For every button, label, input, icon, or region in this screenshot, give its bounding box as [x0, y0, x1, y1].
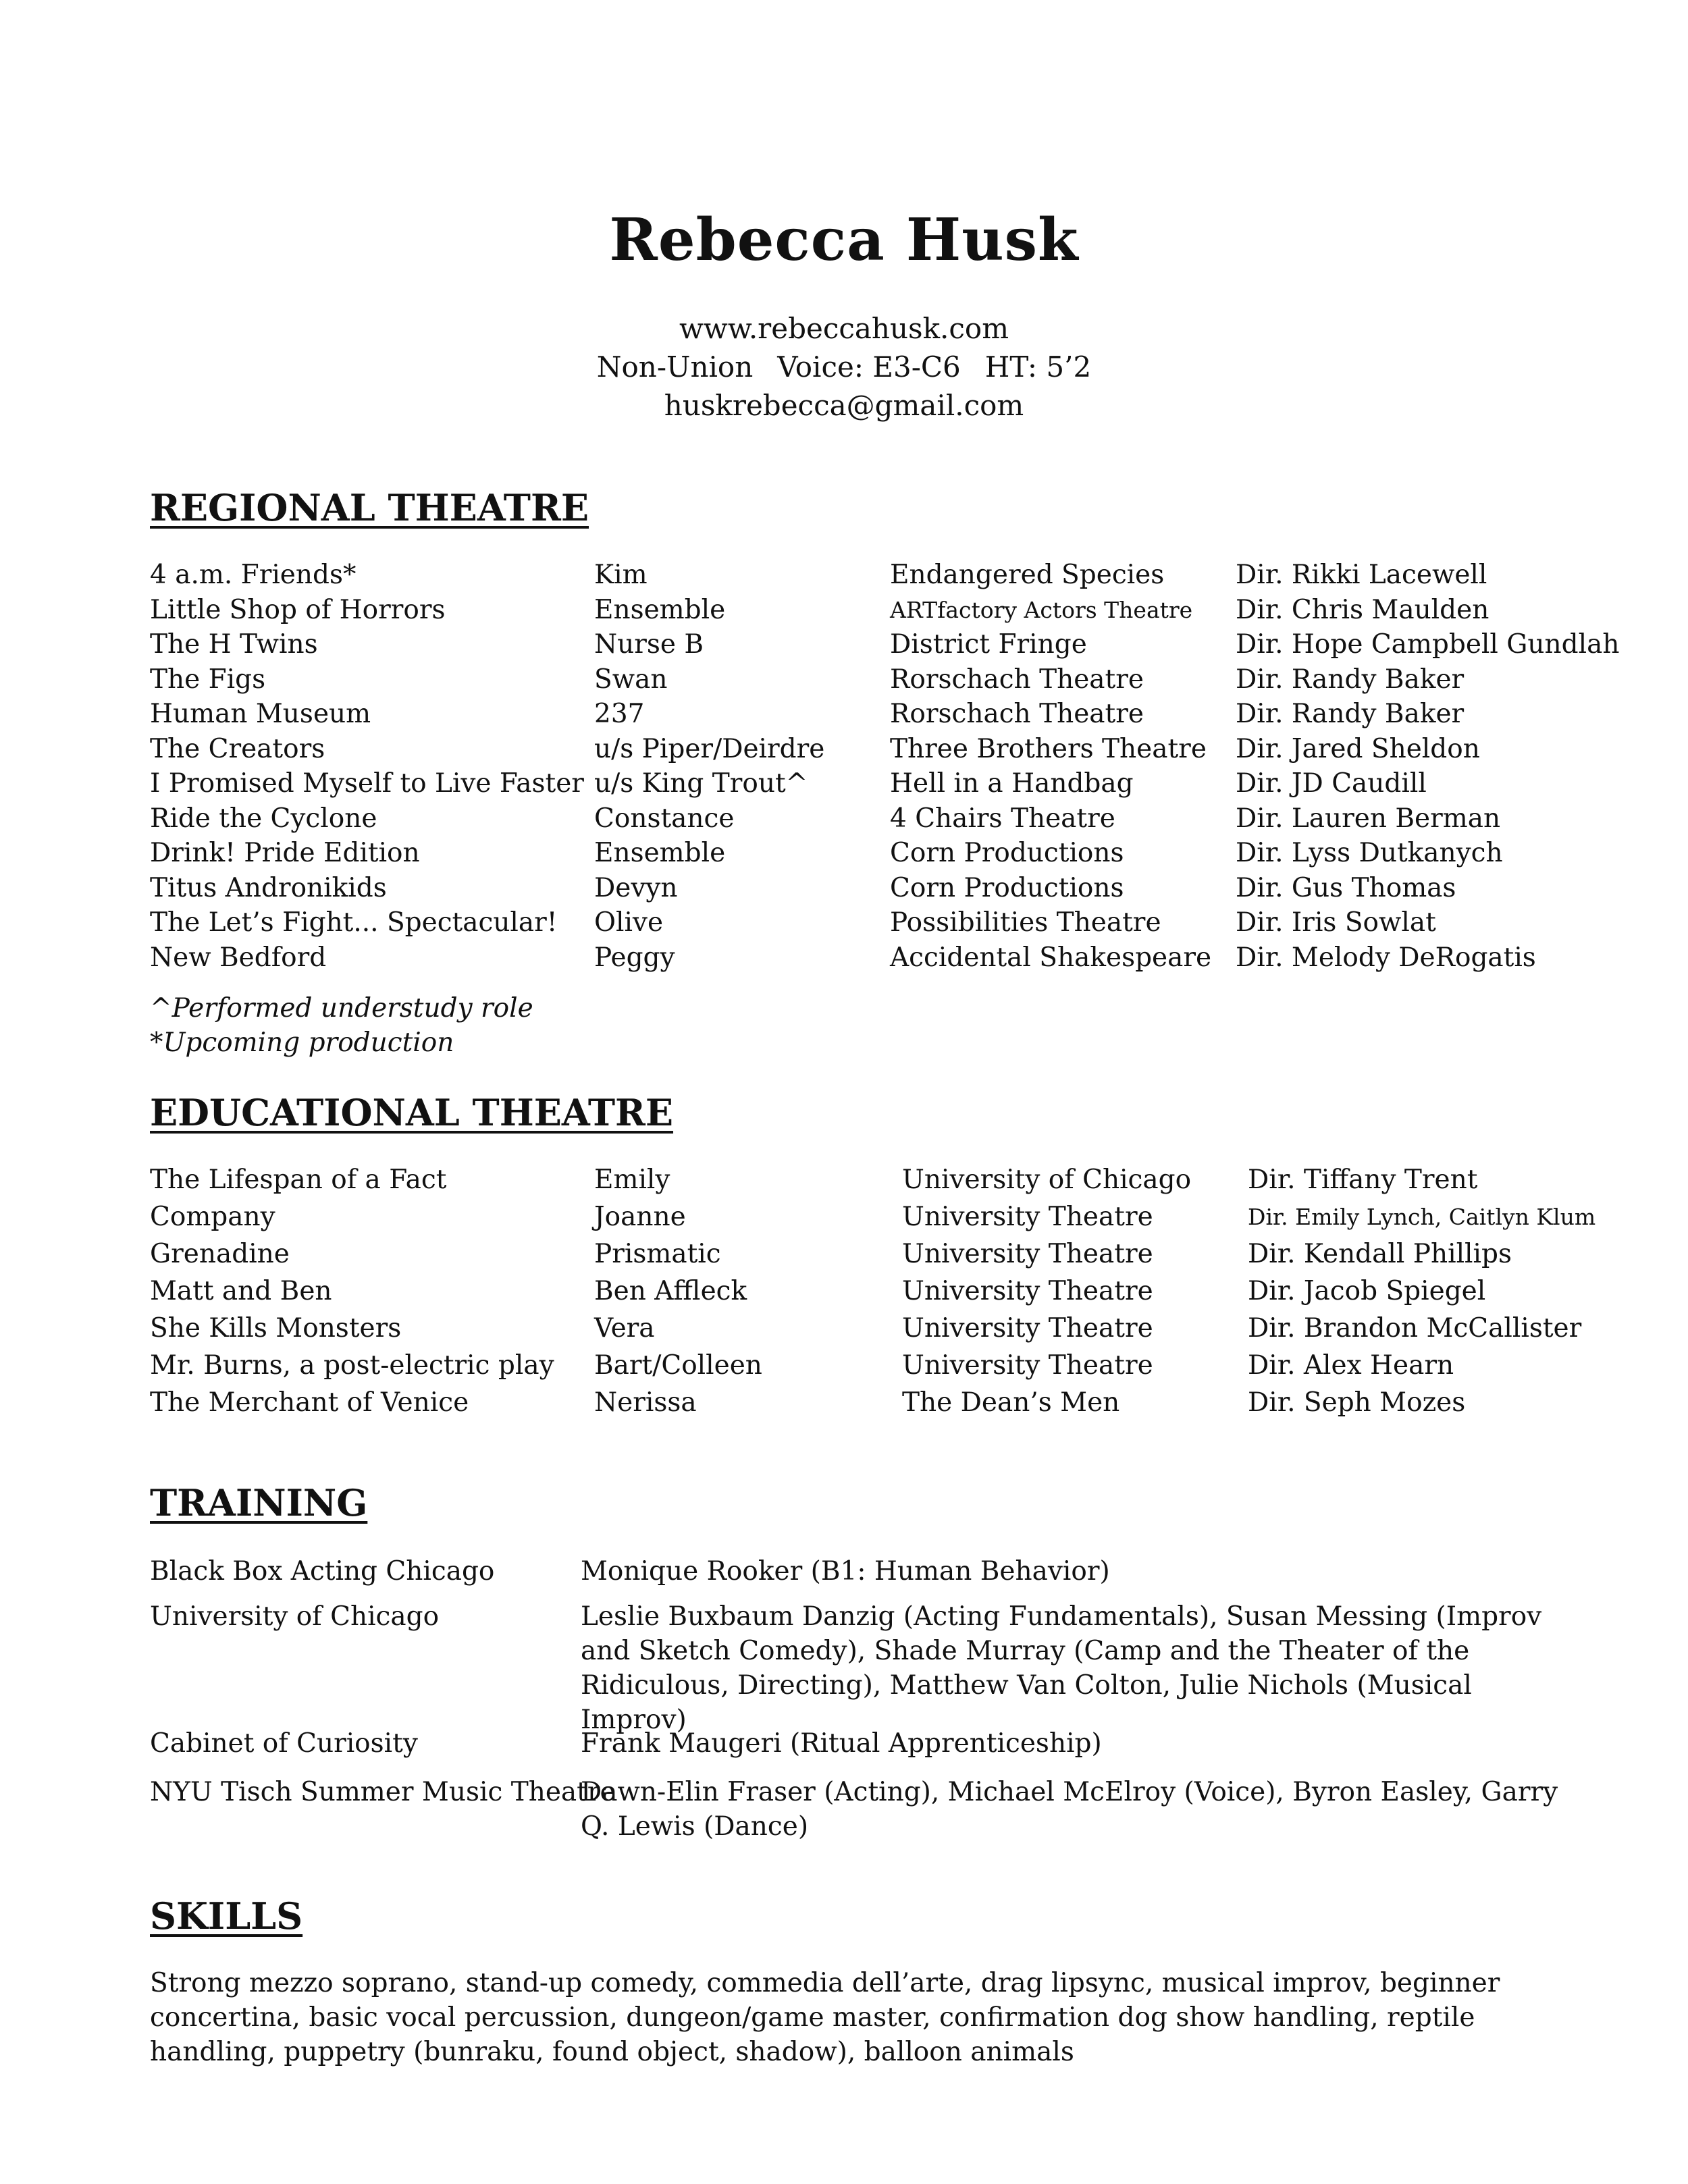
table-row [0, 593, 1688, 628]
director: Dir. Chris Maulden [1236, 594, 1489, 625]
role: Nurse B [594, 629, 704, 660]
role: Bart/Colleen [594, 1350, 762, 1381]
role: 237 [594, 699, 645, 729]
educational-theatre-heading: EDUCATIONAL THEATRE [150, 1091, 674, 1134]
show-title: She Kills Monsters [150, 1313, 402, 1343]
role: Peggy [594, 942, 675, 973]
role: Emily [594, 1165, 670, 1195]
show-title: The Merchant of Venice [150, 1387, 469, 1418]
director: Dir. Melody DeRogatis [1236, 942, 1536, 973]
director: Dir. Alex Hearn [1248, 1350, 1454, 1381]
director: Dir. Jared Sheldon [1236, 733, 1480, 764]
training-teachers: Monique Rooker (B1: Human Behavior) [581, 1556, 1110, 1587]
stats-line [0, 348, 1688, 386]
venue: Rorschach Theatre [890, 664, 1144, 695]
role: Constance [594, 803, 735, 834]
table-row [0, 940, 1688, 976]
height: HT: 5’2 [984, 350, 1092, 383]
director: Dir. Brandon McCallister [1248, 1313, 1582, 1343]
venue: The Dean’s Men [902, 1387, 1120, 1418]
show-title: 4 a.m. Friends* [150, 560, 357, 590]
venue: University Theatre [902, 1350, 1153, 1381]
table-row [0, 1347, 1688, 1384]
table-row [0, 801, 1688, 836]
role: Ensemble [594, 838, 726, 868]
upcoming-note: *Upcoming production [150, 1028, 454, 1058]
union-status: Non-Union [596, 350, 754, 383]
venue: University Theatre [902, 1313, 1153, 1343]
show-title: New Bedford [150, 942, 327, 973]
director: Dir. Randy Baker [1236, 664, 1465, 695]
director: Dir. Lauren Berman [1236, 803, 1501, 834]
table-row [0, 732, 1688, 767]
table-row [0, 1384, 1688, 1421]
regional-theatre-heading: REGIONAL THEATRE [150, 486, 589, 529]
skills-heading: SKILLS [150, 1894, 303, 1938]
director: Dir. Lyss Dutkanych [1236, 838, 1503, 868]
table-row [0, 697, 1688, 732]
skills-text: Strong mezzo soprano, stand-up comedy, commedia dell’arte, drag lipsync, musical improv, beginner concertina, basic vocal percussion, dungeon/game master, confirmation dog show handling, reptile handling, puppetry (bunraku, found object, shadow), balloon animals [150, 1968, 1500, 2067]
table-row [0, 662, 1688, 697]
venue: University of Chicago [902, 1165, 1192, 1195]
venue: ARTfactory Actors Theatre [890, 596, 1193, 623]
show-title: Grenadine [150, 1239, 290, 1269]
venue: 4 Chairs Theatre [890, 803, 1115, 834]
venue: Three Brothers Theatre [890, 733, 1207, 764]
show-title: Company [150, 1202, 275, 1232]
role: Nerissa [594, 1387, 697, 1418]
role: Prismatic [594, 1239, 721, 1269]
table-row [0, 905, 1688, 940]
director: Dir. Randy Baker [1236, 699, 1465, 729]
show-title: The Creators [150, 733, 325, 764]
educational-theatre-table [0, 1161, 1688, 1421]
table-row [0, 1161, 1688, 1198]
director: Dir. Tiffany Trent [1248, 1165, 1478, 1195]
role: Swan [594, 664, 668, 695]
performer-name: Rebecca Husk [609, 206, 1079, 274]
show-title: Little Shop of Horrors [150, 594, 446, 625]
show-title: Mr. Burns, a post-electric play [150, 1350, 554, 1381]
show-title: Ride the Cyclone [150, 803, 377, 834]
role: Olive [594, 907, 664, 938]
venue: Accidental Shakespeare [890, 942, 1212, 973]
table-row [0, 1235, 1688, 1273]
venue: District Fringe [890, 629, 1087, 660]
director: Dir. Kendall Phillips [1248, 1239, 1512, 1269]
role: Devyn [594, 872, 678, 903]
show-title: Matt and Ben [150, 1276, 332, 1306]
show-title: Human Museum [150, 699, 371, 729]
training-heading: TRAINING [150, 1481, 368, 1524]
table-row [0, 1273, 1688, 1310]
regional-theatre-table [0, 558, 1688, 975]
training-teachers: Dawn-Elin Fraser (Acting), Michael McElroy (Voice), Byron Easley, Garry Q. Lewis (Dance) [581, 1777, 1558, 1842]
table-row [0, 766, 1688, 801]
role: Vera [594, 1313, 655, 1343]
venue: Possibilities Theatre [890, 907, 1161, 938]
understudy-note: ^Performed understudy role [150, 993, 533, 1023]
show-title: The Lifespan of a Fact [150, 1165, 447, 1195]
venue: University Theatre [902, 1239, 1153, 1269]
show-title: Titus Andronikids [150, 872, 387, 903]
director: Dir. Hope Campbell Gundlah [1236, 629, 1620, 660]
table-row [0, 1198, 1688, 1235]
director: Dir. Rikki Lacewell [1236, 560, 1487, 590]
venue: Rorschach Theatre [890, 699, 1144, 729]
role: Joanne [594, 1202, 686, 1232]
training-school: Black Box Acting Chicago [150, 1556, 495, 1587]
training-teachers: Leslie Buxbaum Danzig (Acting Fundamentals), Susan Messing (Improv and Sketch Comedy), Shade Murray (Camp and the Theater of the Ridiculous, Directing), Matthew Van Colton, Julie Nichols (Musical Improv) [581, 1601, 1542, 1735]
director: Dir. Jacob Spiegel [1248, 1276, 1486, 1306]
director: Dir. Seph Mozes [1248, 1387, 1466, 1418]
director: Dir. Iris Sowlat [1236, 907, 1436, 938]
voice-range: Voice: E3-C6 [777, 350, 961, 383]
show-title: The Figs [150, 664, 266, 695]
website-link[interactable]: www.rebeccahusk.com [679, 312, 1009, 345]
email-link[interactable]: huskrebecca@gmail.com [664, 389, 1024, 422]
training-school: University of Chicago [150, 1601, 440, 1632]
role: u/s Piper/Deirdre [594, 733, 825, 764]
role: Ensemble [594, 594, 726, 625]
director: Dir. Gus Thomas [1236, 872, 1456, 903]
table-row [0, 558, 1688, 593]
role: Kim [594, 560, 648, 590]
table-row [0, 1310, 1688, 1347]
show-title: The Let’s Fight... Spectacular! [150, 907, 558, 938]
show-title: The H Twins [150, 629, 318, 660]
show-title: I Promised Myself to Live Faster [150, 768, 584, 799]
role: u/s King Trout^ [594, 768, 808, 799]
training-school: NYU Tisch Summer Music Theatre [150, 1777, 616, 1807]
training-school: Cabinet of Curiosity [150, 1728, 418, 1759]
venue: Corn Productions [890, 872, 1124, 903]
regional-notes [150, 991, 533, 1060]
venue: Hell in a Handbag [890, 768, 1134, 799]
venue: University Theatre [902, 1202, 1153, 1232]
table-row [0, 836, 1688, 871]
director: Dir. Emily Lynch, Caitlyn Klum [1248, 1204, 1596, 1230]
venue: University Theatre [902, 1276, 1153, 1306]
table-row [0, 627, 1688, 662]
table-row [0, 871, 1688, 906]
venue: Endangered Species [890, 560, 1165, 590]
training-teachers: Frank Maugeri (Ritual Apprenticeship) [581, 1728, 1102, 1759]
director: Dir. JD Caudill [1236, 768, 1427, 799]
venue: Corn Productions [890, 838, 1124, 868]
role: Ben Affleck [594, 1276, 747, 1306]
show-title: Drink! Pride Edition [150, 838, 420, 868]
